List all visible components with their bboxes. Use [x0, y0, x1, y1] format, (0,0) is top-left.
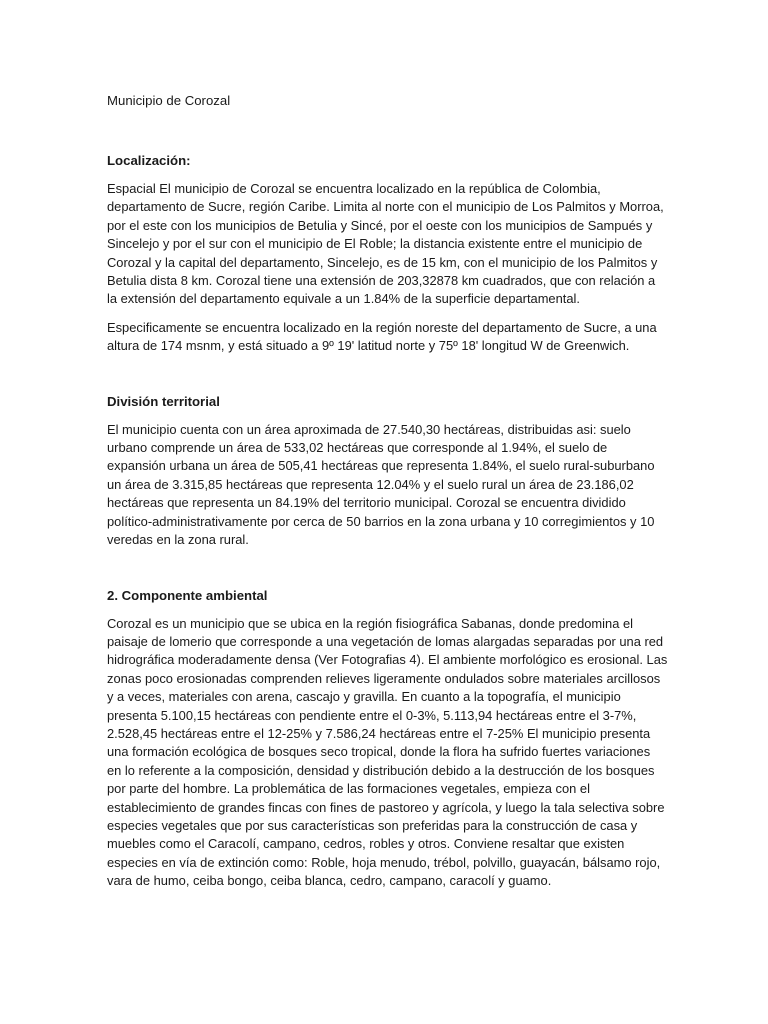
paragraph-division-territorial: El municipio cuenta con un área aproximada de 27.540,30 hectáreas, distribuidas asi: suelo urbano comprende un área de 533,02 hectáreas que corresponde al 1.94%, el suelo de expansión urbana un área de 505,41 hectáreas que representa 1.84%, el suelo rural-suburbano un área de 3.315,85 hectáreas que representa 12.04% y el suelo rural un área de 23.186,02 hectáreas que representa un 84.19% del territorio municipal. Corozal se encuentra dividido político-administrativamente por cerca de 50 barrios en la zona urbana y 10 corregimientos y 10 veredas en la zona rural.: [107, 421, 655, 548]
paragraph-componente-ambiental: Corozal es un municipio que se ubica en la región fisiográfica Sabanas, donde predomina el paisaje de lomerio que corresponde a una vegetación de lomas alargadas separadas por una red hidrográfica moderadamente densa (Ver Fotografias 4). El ambiente morfológico es erosional. Las zonas poco erosionadas comprenden relieves ligeramente ondulados sobre materiales arcillosos y a veces, materiales con arena, cascajo y gravilla. En cuanto a la topografía, el municipio presenta 5.100,15 hectáreas con pendiente entre el 0-3%, 5.113,94 hectáreas entre el 3-7%, 2.528,45 hectáreas entre el 12-25% y 7.586,24 hectáreas entre el 7-25% El municipio presenta una formación ecológica de bosques seco tropical, donde la flora ha sufrido fuertes variaciones en lo referente a la composición, densidad y distribución debido a la destrucción de los bosques por parte del hombre. La problemática de las formaciones vegetales, empieza con el establecimiento de grandes fincas con fines de pastoreo y agrícola, y luego la tala selectiva sobre especies vegetales que por sus características son preferidas para la construcción de casa y muebles como el Caracolí, campano, cedros, robles y otros. Conviene resaltar que existen especies en vía de extinción como: Roble, hoja menudo, trébol, polvillo, guayacán, bálsamo rojo, vara de humo, ceiba bongo, ceiba blanca, cedro, campano, caracolí y guamo.: [107, 615, 668, 889]
paragraph-localizacion-2: Especificamente se encuentra localizado en la región noreste del departamento de Sucre, a una altura de 174 msnm, y está situado a 9º 19' latitud norte y 75º 18' longitud W de Greenwich.: [107, 319, 657, 354]
section-heading-division-territorial: División territorial: [107, 393, 220, 409]
section-heading-localizacion: Localización:: [107, 153, 191, 168]
paragraph-localizacion-1: Espacial El municipio de Corozal se encuentra localizado en la república de Colombia, departamento de Sucre, región Caribe. Limita al norte con el municipio de Los Palmitos y Morroa, por el este con los municipios de Betulia y Sincé, por el oeste con los municipios de Sampués y Sincelejo y por el sur con el municipio de El Roble; la distancia existente entre el municipio de Corozal y la capital del departamento, Sincelejo, es de 15 km, con el municipio de los Palmitos y Betulia dista 8 km. Corozal tiene una extensión de 203,32878 km cuadrados, que con relación a la extensión del departamento equivale a un 1.84% de la superficie departamental.: [107, 181, 664, 307]
document-title: Municipio de Corozal: [107, 93, 231, 108]
section-heading-componente-ambiental: 2. Componente ambiental: [107, 587, 268, 603]
section-localizacion: [107, 152, 668, 356]
section-componente-ambiental: [107, 587, 668, 891]
section-division-territorial: [107, 393, 668, 550]
